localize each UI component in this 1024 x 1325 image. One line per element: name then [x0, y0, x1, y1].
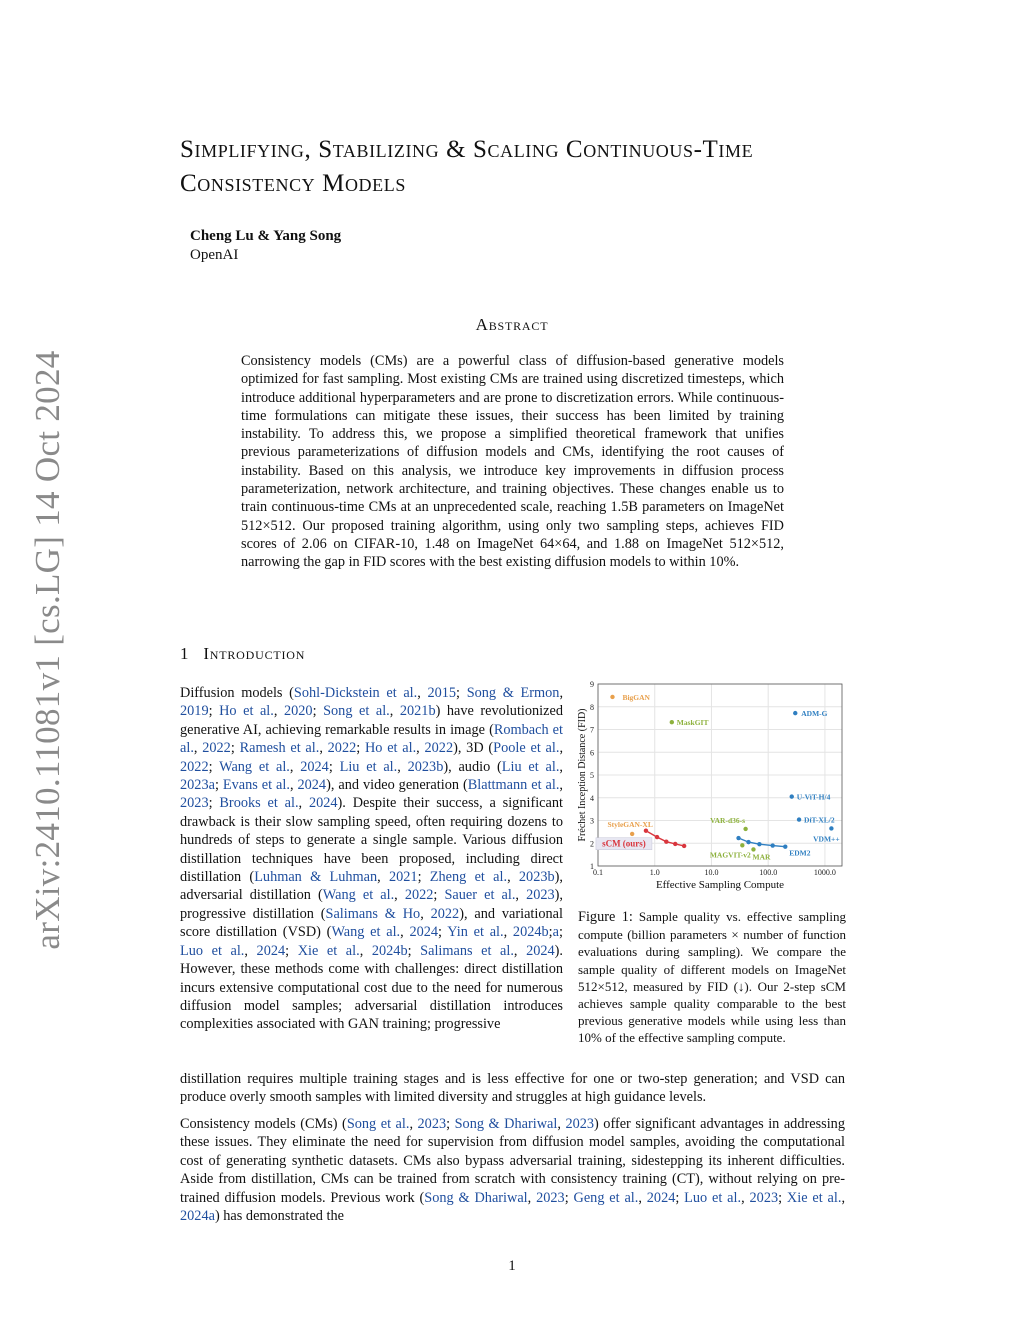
- text-run: ) has demonstrated the: [214, 1208, 344, 1225]
- section-title: Introduction: [203, 644, 306, 663]
- text-run: ;: [438, 924, 448, 941]
- text-run: ;: [446, 1116, 455, 1132]
- y-tick-label: 7: [590, 725, 594, 735]
- data-point: [783, 844, 787, 848]
- citation-link[interactable]: Rombach et al.: [180, 721, 563, 757]
- citation-link[interactable]: 2021: [388, 869, 418, 886]
- y-tick-label: 3: [590, 816, 594, 826]
- y-axis-label: Fréchet Inception Distance (FID): [577, 708, 588, 842]
- citation-link[interactable]: 2023: [749, 1189, 779, 1206]
- text-run: ,: [289, 777, 298, 794]
- series-label: VDM++: [813, 834, 840, 844]
- citation-link[interactable]: Sauer et al.: [444, 887, 516, 904]
- text-run: ,: [559, 740, 564, 757]
- y-tick-label: 6: [590, 748, 594, 758]
- text-run: ;: [407, 942, 421, 959]
- data-point: [770, 843, 774, 847]
- text-run: ,: [273, 703, 284, 720]
- x-tick-label: 100.0: [759, 868, 778, 877]
- text-run: ,: [377, 869, 389, 886]
- text-run: ;: [675, 1189, 685, 1206]
- citation-link[interactable]: 2022: [327, 740, 357, 757]
- citation-link[interactable]: Wang et al.: [219, 758, 290, 775]
- text-run: ,: [513, 942, 527, 959]
- text-run: ) offer significant advantages in addressing these issues. They eliminate the need for supervision from diffusion model samples, avoiding the computational cost of generating synthetic datasets. CMs also bypass adversarial training, sidestepping its inherent difficulties. Aside from distillation, CMs can be trained from scratch with consistency training (CT), without relying on pre-trained diffusion models. Previous work (: [180, 1116, 845, 1206]
- text-run: ,: [389, 703, 400, 720]
- y-tick-label: 2: [590, 839, 594, 849]
- citation-link[interactable]: 2024: [646, 1189, 676, 1206]
- paper-title: Simplifying, Stabilizing & Scaling Continuous-Time Consistency Models: [180, 136, 754, 197]
- citation-link[interactable]: Liu et al.: [339, 758, 398, 775]
- data-point: [797, 817, 801, 821]
- x-tick-label: 10.0: [704, 868, 719, 877]
- text-run: ,: [394, 887, 405, 904]
- figure-caption-text: Sample quality vs. effective sampling compute (billion parameters × number of function evaluations during sampling). We compare the sample quality of different models on ImageNet 512×512, measured by FID (↓). Our 2-step sCM achieves sample quality comparable to the best previous generative models while using less than 10% of the effective sampling compute.: [578, 909, 846, 1046]
- text-run: ;: [433, 887, 445, 904]
- data-point: [610, 695, 614, 699]
- citation-link[interactable]: Blattmann et al.: [467, 777, 560, 794]
- citation-link[interactable]: Poole et al.: [493, 740, 560, 757]
- text-run: ,: [559, 777, 563, 794]
- citation-link[interactable]: Luo et al.: [180, 942, 245, 959]
- text-run: ,: [503, 924, 513, 941]
- citation-link[interactable]: Yin et al.: [447, 924, 504, 941]
- text-run: ;: [417, 869, 430, 886]
- intro-paragraph-1-continued: distillation requires multiple training stages and is less effective for one or two-step generation; and VSD can produce overly smooth samples with limited diversity and struggles at high guidance levels.: [180, 1071, 845, 1106]
- citation-link[interactable]: 2022: [430, 905, 460, 922]
- section-number: 1: [180, 644, 190, 663]
- figure-caption-label: Figure 1:: [578, 909, 633, 925]
- citation-link[interactable]: Luhman & Luhman: [254, 869, 378, 886]
- text-run: ,: [841, 1189, 846, 1206]
- fid-vs-compute-chart: [574, 678, 846, 893]
- text-run: ), and variational score distillation (VSD) (: [180, 905, 563, 941]
- series-label: sCM (ours): [602, 838, 646, 849]
- section-heading: [180, 644, 305, 664]
- series-label: StyleGAN-XL: [607, 819, 653, 829]
- citation-link[interactable]: Salimans et al.: [420, 942, 514, 959]
- text-run: ;: [356, 740, 365, 757]
- text-run: ,: [507, 869, 519, 886]
- series-label: BigGAN: [622, 692, 650, 702]
- y-tick-label: 8: [590, 702, 594, 712]
- y-tick-label: 1: [590, 862, 594, 871]
- citation-link[interactable]: Evans et al.: [222, 777, 290, 794]
- text-run: ;: [230, 740, 240, 757]
- text-run: ;: [312, 703, 324, 720]
- series-label: MAGVIT-v2: [709, 850, 751, 860]
- data-point: [740, 843, 744, 847]
- affiliation: OpenAI: [190, 247, 239, 263]
- abstract-heading: Abstract: [475, 315, 549, 334]
- citation-link[interactable]: Ho et al.: [364, 740, 417, 757]
- text-run: ,: [298, 795, 309, 812]
- text-run: ;: [328, 758, 340, 775]
- citation-link[interactable]: Xie et al.: [786, 1189, 842, 1206]
- citation-link[interactable]: Sohl-Dickstein et al.: [293, 685, 418, 701]
- data-point: [751, 847, 755, 851]
- citation-link[interactable]: 2023b: [407, 758, 444, 775]
- text-run: ;: [456, 685, 467, 701]
- text-run: ;: [208, 758, 220, 775]
- citation-link[interactable]: 2019: [180, 703, 209, 720]
- text-run: ,: [559, 758, 563, 775]
- citation-link[interactable]: 2024a: [180, 1208, 215, 1225]
- text-run: ), 3D (: [453, 740, 494, 757]
- figure-1: [574, 678, 846, 893]
- data-point: [746, 840, 750, 844]
- data-point: [829, 826, 833, 830]
- arxiv-stamp: arXiv:2410.11081v1 [cs.LG] 14 Oct 2024: [28, 350, 67, 950]
- text-run: ;: [208, 795, 220, 812]
- text-run: ;: [208, 703, 220, 720]
- citation-link[interactable]: 2024b: [371, 942, 408, 959]
- text-run: ). Despite their success, a significant drawback is their slow sampling speed, often requiring dozens to hundreds of steps to generate a single sample. Various diffusion distillation techniques have been proposed, including direct distillation (: [180, 795, 563, 886]
- citation-link[interactable]: Liu et al.: [501, 758, 560, 775]
- citation-link[interactable]: 2023: [536, 1189, 565, 1206]
- series-label: MaskGIT: [676, 718, 709, 728]
- citation-link[interactable]: Ramesh et al.: [239, 740, 320, 757]
- intro-paragraph-1: [180, 684, 563, 1034]
- citation-link[interactable]: 2023: [417, 1116, 447, 1132]
- citation-link[interactable]: 2024: [526, 942, 555, 959]
- text-run: ;: [214, 777, 223, 794]
- text-run: ), adversarial distillation (: [180, 869, 563, 904]
- citation-link[interactable]: Song & Ermon: [466, 685, 560, 701]
- data-point: [736, 836, 740, 840]
- text-run: ). However, these methods come with challenges: direct distillation incurs extensive computational cost due to the need for numerous diffusion model samples; adversarial distillation introduces complexities associated with GAN training; progressive: [180, 942, 564, 1033]
- citation-link[interactable]: Zheng et al.: [429, 869, 508, 886]
- data-point: [673, 842, 677, 846]
- text-run: ,: [557, 1116, 566, 1132]
- text-run: ;: [285, 942, 298, 959]
- text-run: ,: [638, 1189, 647, 1206]
- data-point: [655, 835, 659, 839]
- text-run: ,: [527, 1189, 537, 1206]
- x-tick-label: 1000.0: [813, 868, 836, 877]
- x-axis-label: Effective Sampling Compute: [655, 879, 785, 891]
- citation-link[interactable]: Ho et al.: [219, 703, 274, 720]
- citation-link[interactable]: Salimans & Ho: [325, 905, 421, 922]
- text-run: ), progressive distillation (: [180, 887, 563, 922]
- data-point: [630, 832, 634, 836]
- text-run: ,: [289, 758, 301, 775]
- text-run: ,: [417, 685, 428, 701]
- citation-link[interactable]: Song et al.: [323, 703, 390, 720]
- series-label: U-ViT-H/4: [796, 792, 831, 802]
- y-tick-label: 4: [590, 793, 594, 803]
- citation-link[interactable]: 2023: [565, 1116, 595, 1132]
- text-run: ,: [359, 942, 372, 959]
- series-label: ADM-G: [801, 709, 828, 719]
- citation-link[interactable]: 2024: [256, 942, 286, 959]
- citation-link[interactable]: Wang et al.: [322, 887, 395, 904]
- text-run: ,: [515, 887, 527, 904]
- data-point: [664, 839, 668, 843]
- citation-link[interactable]: 2022: [404, 887, 434, 904]
- text-run: ,: [559, 685, 564, 701]
- series-label: DiT-XL/2: [804, 815, 835, 825]
- text-run: ,: [420, 905, 431, 922]
- data-point: [790, 794, 794, 798]
- citation-link[interactable]: Song & Dhariwal: [454, 1116, 558, 1132]
- data-point: [670, 720, 674, 724]
- series-label: MAR: [752, 852, 771, 862]
- text-run: ,: [741, 1189, 750, 1206]
- x-tick-label: 0.1: [593, 868, 603, 877]
- text-run: Diffusion models (: [180, 685, 294, 701]
- citation-link[interactable]: 2022: [180, 758, 209, 775]
- citation-link[interactable]: 2022: [424, 740, 454, 757]
- text-run: ), audio (: [443, 758, 502, 775]
- citation-link[interactable]: 2015: [427, 685, 457, 701]
- citation-link[interactable]: Song & Dhariwal: [424, 1189, 528, 1206]
- text-run: ,: [416, 740, 425, 757]
- series-label: EDM2: [789, 848, 811, 858]
- citation-link[interactable]: 2021b: [399, 703, 436, 720]
- page-number: 1: [508, 1258, 516, 1274]
- text-run: ;: [559, 924, 563, 941]
- text-run: ), and video generation (: [326, 777, 468, 794]
- citation-link[interactable]: 2022: [202, 740, 231, 757]
- data-point: [644, 829, 648, 833]
- text-run: ,: [409, 1116, 418, 1132]
- text-run: ;: [778, 1189, 787, 1206]
- citation-link[interactable]: 2024: [300, 758, 329, 775]
- citation-link[interactable]: 2024b: [512, 924, 549, 941]
- text-run: ) have revolutionized generative AI, achieving remarkable results in image (: [180, 703, 563, 738]
- citation-link[interactable]: 2024: [297, 777, 327, 794]
- figure-caption: [578, 908, 846, 1047]
- data-point: [793, 711, 797, 715]
- text-run: ,: [319, 740, 328, 757]
- citation-link[interactable]: Luo et al.: [684, 1189, 742, 1206]
- citation-link[interactable]: Song et al.: [346, 1116, 410, 1132]
- citation-link[interactable]: Wang et al.: [331, 924, 401, 941]
- citation-link[interactable]: Geng et al.: [573, 1189, 639, 1206]
- citation-link[interactable]: a: [552, 924, 560, 941]
- text-run: ,: [400, 924, 410, 941]
- citation-link[interactable]: 2023: [180, 795, 209, 812]
- y-tick-label: 9: [590, 680, 594, 689]
- text-run: ;: [564, 1189, 574, 1206]
- text-run: Consistency models (CMs) (: [180, 1116, 347, 1132]
- data-point: [757, 842, 761, 846]
- citation-link[interactable]: 2020: [283, 703, 313, 720]
- text-run: ,: [193, 740, 203, 757]
- citation-link[interactable]: Brooks et al.: [219, 795, 299, 812]
- citation-link[interactable]: 2023b: [518, 869, 555, 886]
- intro-paragraph-2: [180, 1115, 845, 1225]
- data-point: [682, 844, 686, 848]
- text-run: ;: [548, 924, 553, 941]
- x-tick-label: 1.0: [649, 868, 660, 877]
- text-run: ,: [397, 758, 408, 775]
- citation-link[interactable]: 2024: [308, 795, 338, 812]
- series-label: VAR-d36-s: [710, 815, 746, 825]
- y-tick-label: 5: [590, 771, 594, 780]
- citation-link[interactable]: 2023: [526, 887, 555, 904]
- citation-link[interactable]: 2023a: [180, 777, 215, 794]
- citation-link[interactable]: Xie et al.: [297, 942, 360, 959]
- citation-link[interactable]: 2024: [409, 924, 439, 941]
- authors: Cheng Lu & Yang Song: [190, 228, 342, 244]
- text-run: ,: [244, 942, 257, 959]
- data-point: [743, 827, 747, 831]
- abstract-text: Consistency models (CMs) are a powerful class of diffusion-based generative models optimized for fast sampling. Most existing CMs are trained using discretized timesteps, which introduce additional hyperparameters and are prone to discretization errors. While continuous-time formulations can mitigate these issues, their success has been limited by training instability. To address this, we propose a simplified theoretical framework that unifies previous parameterizations of diffusion models and CMs, identifying the root causes of instability. Based on this analysis, we introduce key improvements in diffusion process parameterization, network architecture, and training objectives. These changes enable us to train continuous-time CMs at an unprecedented scale, reaching 1.5B parameters on ImageNet 512×512. Our proposed training algorithm, using only two sampling steps, achieves FID scores of 2.06 on CIFAR-10, 1.48 on ImageNet 64×64, and 1.88 on ImageNet 512×512, narrowing the gap in FID scores with the best existing diffusion models to within 10%.: [241, 353, 784, 571]
